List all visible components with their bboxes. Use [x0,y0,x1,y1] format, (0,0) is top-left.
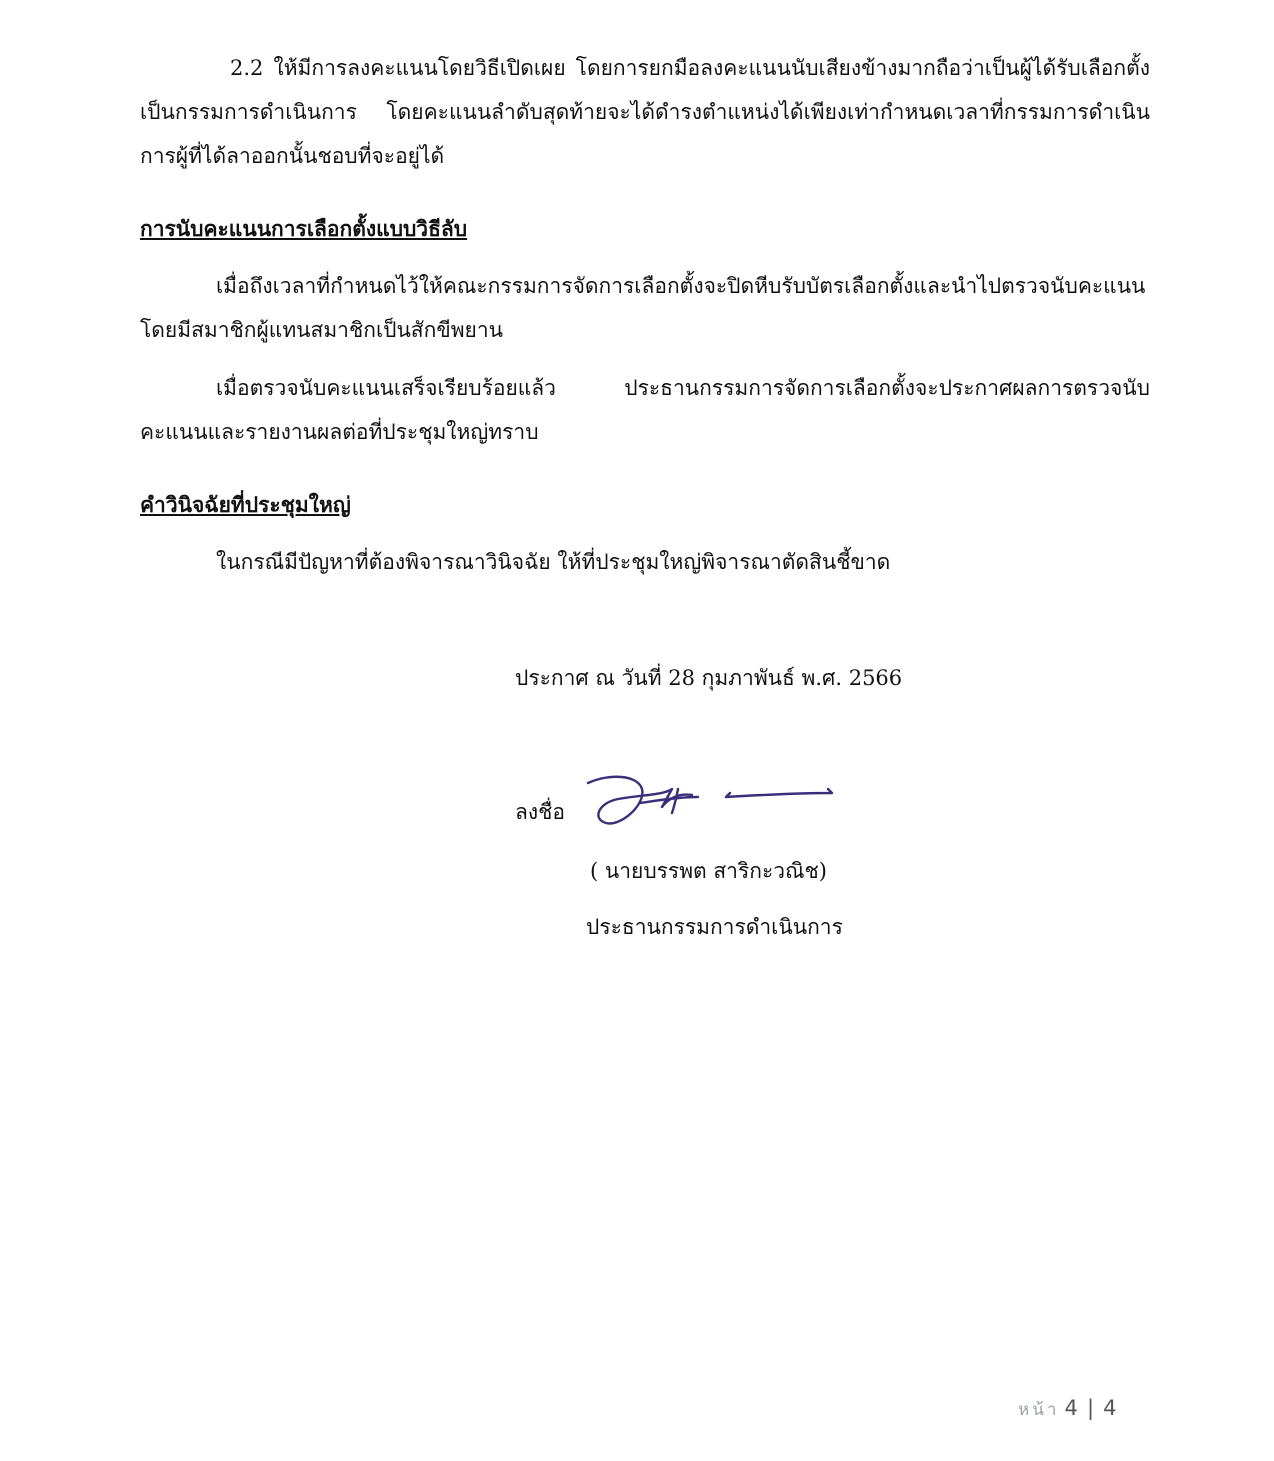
heading-secret-ballot-count: การนับคะแนนการเลือกตั้งแบบวิธีลับ [140,216,468,241]
signatory-name: ( นายบรรพต สาริกะวณิช) [590,859,827,883]
page-separator: | [1086,1396,1095,1420]
paragraph-announce-result: เมื่อตรวจนับคะแนนเสร็จเรียบร้อยแล้ว ประธานกรรมการจัดการเลือกตั้งจะประกาศผลการตรวจนับคะแนนและรายงานผลต่อที่ประชุมใหญ่ทราบ [140,376,1150,444]
current-page-number: 4 [1064,1396,1078,1420]
page-footer [1018,1396,1116,1423]
page-word: หน้า [1018,1400,1060,1420]
paragraph-ballot-box: เมื่อถึงเวลาที่กำหนดไว้ให้คณะกรรมการจัดการเลือกตั้งจะปิดหีบรับบัตรเลือกตั้งและนำไปตรวจนับคะแนน โดยมีสมาชิกผู้แทนสมาชิกเป็นสักขีพยาน [140,274,1146,342]
announcement-date: ประกาศ ณ วันที่ 28 กุมภาพันธ์ พ.ศ. 2566 [515,666,903,690]
paragraph-ruling: ในกรณีมีปัญหาที่ต้องพิจารณาวินิจฉัย ให้ที่ประชุมใหญ่พิจารณาตัดสินชี้ขาด [216,550,891,574]
handwritten-signature-icon [580,765,850,835]
paragraph-2-2: 2.2 ให้มีการลงคะแนนโดยวิธีเปิดเผย โดยการยกมือลงคะแนนนับเสียงข้างมากถือว่าเป็นผู้ได้รับเลือกตั้งเป็นกรรมการดำเนินการ โดยคะแนนลำดับสุดท้ายจะได้ดำรงตำแหน่งได้เพียงเท่ากำหนดเวลาที่กรรมการดำเนินการผู้ที่ได้ลาออกนั้นชอบที่จะอยู่ได้ [140,56,1150,168]
heading-general-meeting-ruling: คำวินิจฉัยที่ประชุมใหญ่ [140,492,351,517]
signature-label: ลงชื่อ [515,800,565,824]
signatory-position: ประธานกรรมการดำเนินการ [586,915,843,939]
total-page-number: 4 [1103,1396,1117,1420]
